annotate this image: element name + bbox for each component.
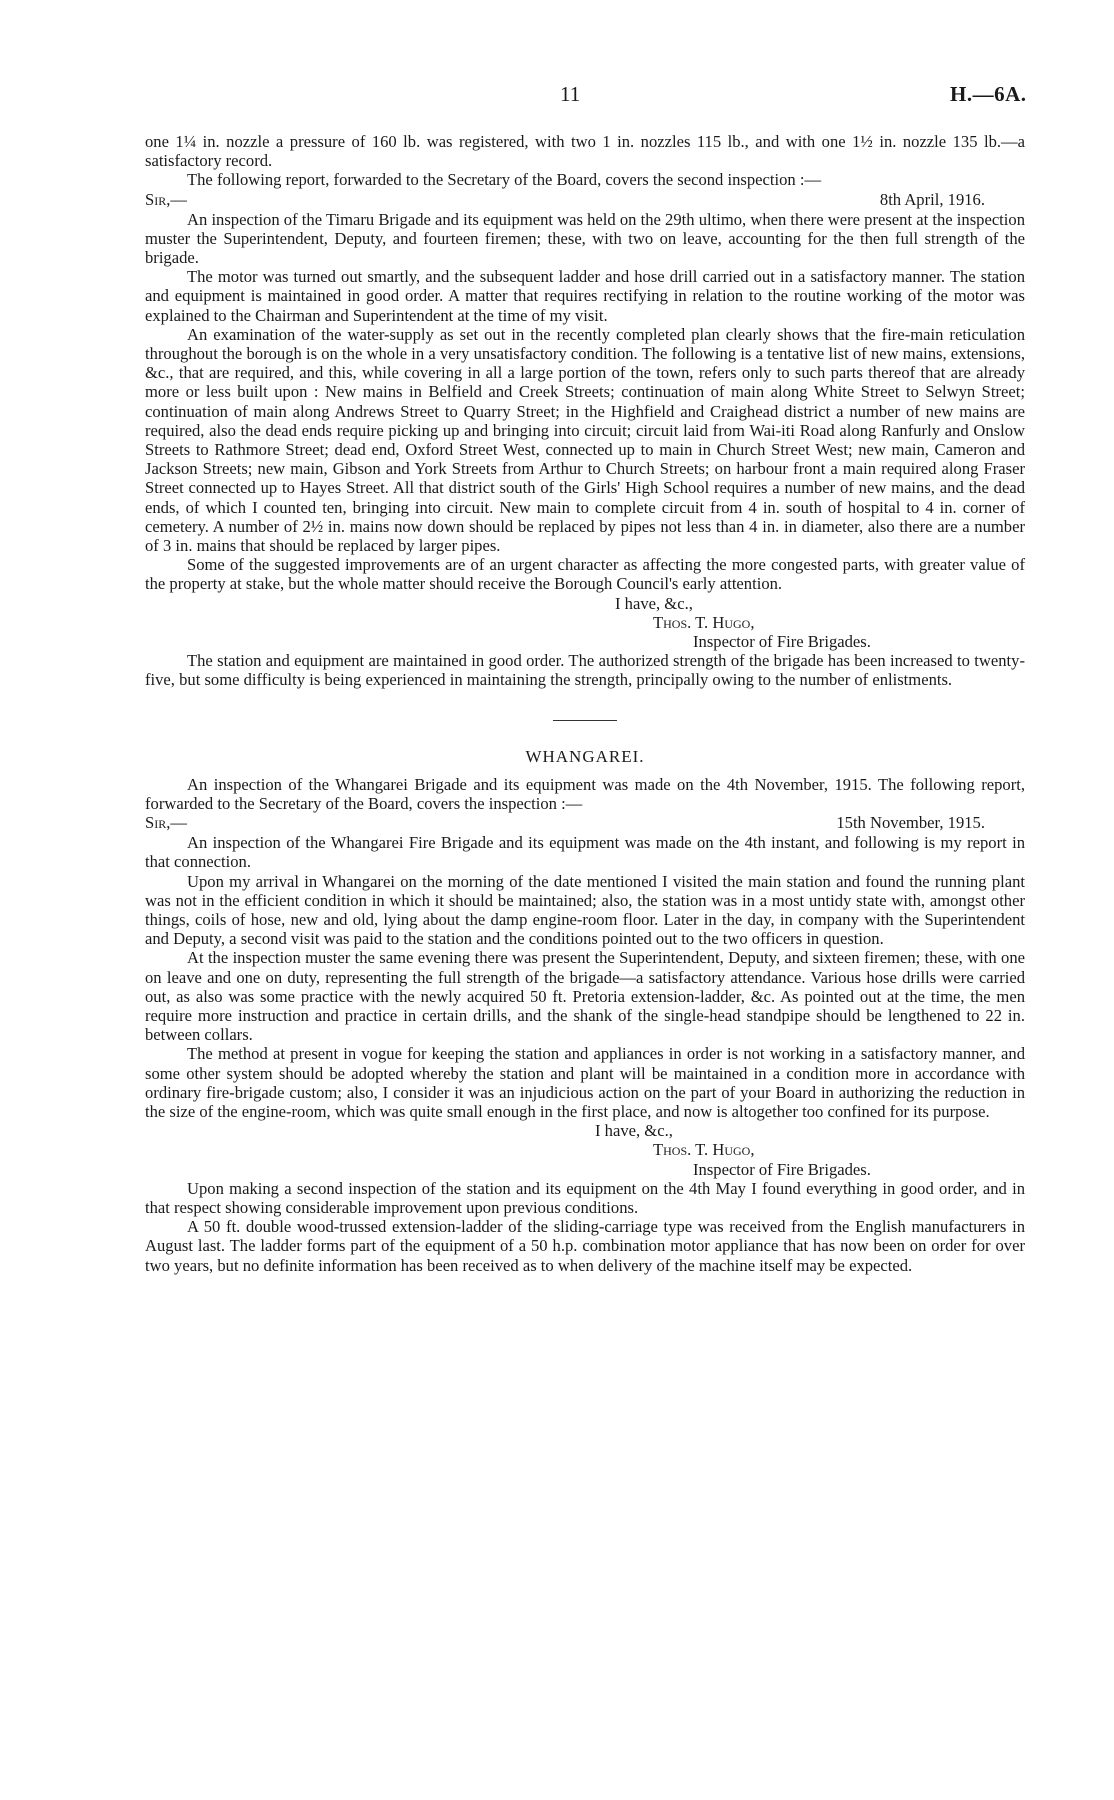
letter-paragraph: The method at present in vogue for keeping the station and appliances in order is not working in a satisfactory manner, and some other system should be adopted whereby the station and plant will be maintained in a condition more in accordance with ordinary fire-brigade custom; also, I consider it was an injudicious action on the part of your Board in authorizing the reduction in the size of the engine-room, which was quite small enough in the first place, and now is altogether too confined for its purpose.	[145, 1044, 1025, 1121]
letter-paragraph: At the inspection muster the same evening there was present the Superintendent, Deputy, and sixteen firemen; these, with one on leave and one on duty, representing the full strength of the brigade—a satisfactory attendance. Various hose drills were carried out, as also was some practice with the newly acquired 50 ft. Pretoria extension-ladder, &c. As pointed out at the time, the men require more instruction and practice in certain drills, and the shank of the single-head standpipe should be lengthened to 22 in. between collars.	[145, 948, 1025, 1045]
page-number: 11	[560, 82, 581, 106]
letter-date: 8th April, 1916.	[879, 189, 985, 209]
salutation: Sir,—	[145, 813, 187, 833]
document-reference: H.—6A.	[950, 82, 1027, 106]
letter-paragraph: Some of the suggested improvements are of an urgent character as affecting the more congested parts, with greater value of the property at stake, but the whole matter should receive the Borough Council's early attention.	[145, 555, 1025, 594]
letter-dateline	[145, 190, 1025, 210]
paragraph-nozzle-record: one 1¼ in. nozzle a pressure of 160 lb. was registered, with two 1 in. nozzles 115 lb., and with one 1½ in. nozzle 135 lb.—a satisfactory record.	[145, 132, 1025, 171]
main-text-column	[145, 132, 1025, 1275]
letter-date: 15th November, 1915.	[836, 813, 985, 833]
paragraph-whangarei-intro: An inspection of the Whangarei Brigade and its equipment was made on the 4th November, 1915. The following report, forwarded to the Secretary of the Board, covers the inspection :—	[145, 774, 1025, 813]
letter-dateline	[145, 813, 1025, 833]
letter-paragraph: An examination of the water-supply as set out in the recently completed plan clearly shows that the fire-main reticulation throughout the borough is on the whole in a very unsatisfactory condition. The following is a tentative list of new mains, extensions, &c., that are required, and this, while covering in all a large portion of the town, refers only to such parts thereof that are already more or less built upon : New mains in Belfield and Creek Streets; continuation of main along White Street to Selwyn Street; continuation of main along Andrews Street to Quarry Street; in the Highfield and Craighead district a number of new mains are required, also the dead ends require picking up and bringing into circuit; circuit laid from Wai-iti Road along Ranfurly and Onslow Streets to Rathmore Street; dead end, Oxford Street West, connected up to main in Church Street West; new main, Cameron and Jackson Streets; new main, Gibson and York Streets from Arthur to Church Streets; on harbour front a main required along Fraser Street connected up to Hayes Street. All that district south of the Girls' High School requires a number of new mains, and the dead ends, of which I counted ten, bringing into circuit. New main to complete circuit from 4 in. south of hospital to 4 in. corner of cemetery. A number of 2½ in. mains now down should be replaced by pipes not less than 4 in. in diameter, also there are a number of 3 in. mains that should be replaced by larger pipes.	[145, 324, 1025, 556]
section-divider	[553, 720, 617, 721]
letter-paragraph: An inspection of the Timaru Brigade and its equipment was held on the 29th ultimo, when there were present at the inspection muster the Superintendent, Deputy, and fourteen firemen; these, with two on leave, accounting for the then full strength of the brigade.	[145, 209, 1025, 268]
signatory-name: Thos. T. Hugo,	[653, 612, 755, 632]
paragraph-timaru-intro: The following report, forwarded to the Secretary of the Board, covers the second inspection :—	[187, 170, 822, 190]
letter-paragraph: Upon my arrival in Whangarei on the morning of the date mentioned I visited the main station and found the running plant was not in the efficient condition in which it should be maintained; also, the station was in a most untidy state with, amongst other things, coils of hose, new and old, lying about the damp engine-room floor. Later in the day, in company with the Superintendent and Deputy, a second visit was paid to the station and the conditions pointed out to the two officers in question.	[145, 871, 1025, 949]
paragraph-whangarei-after: Upon making a second inspection of the station and its equipment on the 4th May I found everything in good order, and in that respect showing considerable improvement upon previous conditions.	[145, 1178, 1025, 1217]
letter-paragraph: The motor was turned out smartly, and the subsequent ladder and hose drill carried out in a satisfactory manner. The station and equipment is maintained in good order. A matter that requires rectifying in relation to the routine working of the motor was explained to the Chairman and Superintendent at the time of my visit.	[145, 267, 1025, 325]
signatory-title: Inspector of Fire Brigades.	[693, 632, 871, 652]
signatory-title: Inspector of Fire Brigades.	[693, 1159, 871, 1179]
salutation: Sir,—	[145, 189, 187, 209]
closing: I have, &c.,	[595, 1121, 673, 1141]
section-title-whangarei: WHANGAREI.	[525, 746, 645, 766]
paragraph-timaru-after: The station and equipment are maintained in good order. The authorized strength of the brigade has been increased to twenty-five, but some difficulty is being experienced in maintaining the strength, principally owing to the number of enlistments.	[145, 651, 1025, 690]
closing: I have, &c.,	[615, 593, 693, 613]
letter-paragraph: An inspection of the Whangarei Fire Brigade and its equipment was made on the 4th instant, and following is my report in that connection.	[145, 833, 1025, 872]
signatory-name: Thos. T. Hugo,	[653, 1140, 755, 1160]
paragraph-whangarei-after: A 50 ft. double wood-trussed extension-ladder of the sliding-carriage type was received from the English manufacturers in August last. The ladder forms part of the equipment of a 50 h.p. combination motor appliance that has now been on order for over two years, but no definite information has been received as to when delivery of the machine itself may be expected.	[145, 1217, 1025, 1275]
